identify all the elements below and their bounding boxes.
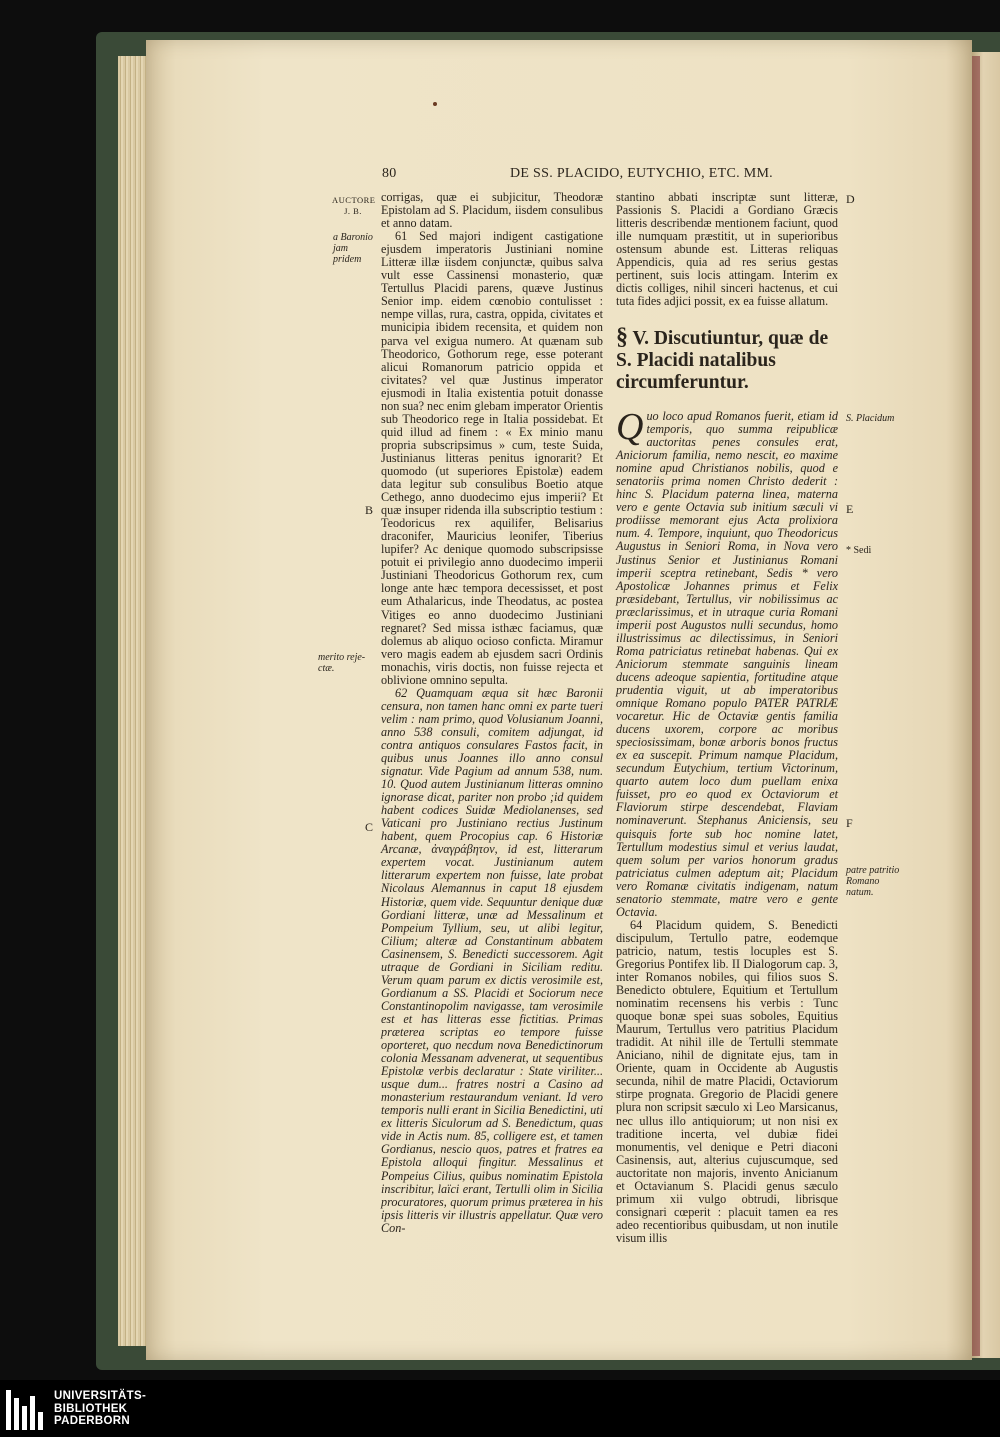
margin-note-patre: patre patritio Romano natum. — [846, 865, 900, 898]
library-logo — [6, 1390, 156, 1430]
logo-line-1: UNIVERSITÄTS- — [54, 1390, 147, 1402]
section-title: V. Discutiuntur, quæ de S. Placidi natalibus circumferuntur. — [616, 328, 829, 393]
section-symbol: § — [616, 324, 628, 350]
logo-line-3: PADERBORN — [54, 1415, 130, 1427]
paragraph: stantino abbati inscriptæ sunt litteræ, Passionis S. Placidi a Gordiano Græcis litteris describendæ mentionem faciunt, quod ille numquam præstitit, ut in superioribus ostensum abunde est. Litteras reliquas Appendicis, quia ad res serius gestas pertinent, suis locis attingam. Interim ex dictis colliges, nihil sinceri hactenus, et cui tuta fides adjici possit, ex ea fuisse allatum. — [616, 190, 838, 309]
margin-note-auctore: AUCTORE — [332, 195, 376, 205]
right-column-top — [616, 191, 838, 308]
paragraph-63 — [616, 406, 838, 919]
section-letter-e: E — [846, 502, 854, 516]
section-letter-f: F — [846, 816, 853, 830]
section-letter-c: C — [365, 820, 374, 834]
section-letter-b: B — [365, 503, 374, 517]
right-column-body — [616, 406, 838, 1245]
left-column — [381, 191, 603, 1235]
page-edges — [118, 56, 148, 1346]
margin-note-jb: J. B. — [344, 206, 362, 216]
paragraph-62: 62 Quamquam æqua sit hæc Baronii censura, non tamen hanc omni ex parte tueri velim : nam primo, quod Volusianum Joanni, anno 538 consuli, comitem adjungat, id contra antiquos consulares Fastos facit, in quibus unus Joannes illo anno consul signatur. Vide Pagium ad annum 538, num. 10. Quod autem Justinianum litteras omnino ignorase dicat, pariter non probo ;id quidem habent codices Suidæ Mediolanenses, sed Vaticani pro Justiniano rectius Justinum habent, quem Procopius cap. 6 Historiæ Arcanæ, ἀναγράβητον, id est, litterarum expertem vocat. Justinianum autem litterarum expertem non fuisse, late probat Nicolaus Alemannus in caput 18 ejusdem Historiæ, quem vide. Sequuntur denique duæ Gordiani litteræ, unæ ad Messalinum et Pompeium Tyllium, seu, ut alibi legitur, Cilium; alteræ ad Constantinum abbatem Casinensem, S. Benedicti successorem. Agit utraque de Gordiani in Siciliam reditu. Verum quam parum ex dictis verosimile est, Gordianum a SS. Placidi et Sociorum nece Constantinopolim navigasse, tam verosimile est et has litteras esse fictitias. Primas præterea scriptas eo tempore fuisse oporteret, quo necdum nova Benedictinorum colonia Messanam advenerat, ut sequentibus Epistolæ verbis declaratur : State viriliter... usque dum... fratres nostri a Casino ad monasterium restaurandum veniant. Id vero temporis nulli erant in Sicilia Benedictini, uti ex litteris Siculorum ad S. Benedictum, quas vide in Actis num. 85, colligere est, et tamen Gordianus, nescio quos, patres et fratres ea Epistola alloqui fingitur. Messalinus et Pompeius Cilius, quibus nominatim Epistola inscribitur, laïci erant, Tertulli olim in Sicilia procuratores, quorum primus præterea in his ipsis litteris vir illustris appellatur. Quæ vero Con- — [381, 685, 603, 1235]
paragraph-64: 64 Placidum quidem, S. Benedicti discipulum, Tertullo patre, eodemque patricio, natum, testis locuples est S. Gregorius Pontifex lib. II Dialogorum cap. 3, inter Romanos nobiles, qui filios suos S. Benedicto obtulere, Equitium et Tertullum nominatim recensens his verbis : Tunc quoque bonæ spei suas soboles, Equitius Maurum, Tertullus vero patritius Placidum tradidit. At nihil ille de Tertulli stemmate Aniciano, nihil de dignitate ejus, tam in Oriente, quam in Occidente ab Augustis secunda, nihil de matre Placidi, Octaviorum stirpe prognata. Gregorio de Placidi genere plura non scripsit sæculo xi Leo Marsicanus, nec ullus illo antiquiorum; ut non nisi ex traditione incerta, vel dubiæ fidei monumentis, vel denique e Petri diaconi Casinensis, aut, alterius cujuscumque, sed auctoritate non majoris, invento Anicianum et Octavianum S. Placidi genus sæculo primum xii vulgo obtrudi, librisque consignari cœperit : placuit tamen ea res adeo recentioribus quibusdam, ut non inutile visum illis — [616, 917, 838, 1245]
margin-note-s-placidum: S. Placidum — [846, 413, 895, 424]
running-title: DE SS. PLACIDO, EUTYCHIO, ETC. MM. — [510, 166, 773, 181]
ribbon-marker — [972, 56, 980, 1356]
section-heading — [616, 326, 846, 394]
section-letter-d: D — [846, 192, 855, 206]
paragraph-63-text: uo loco apud Romanos fuerit, etiam id temporis, quo summa reipublicæ auctoritas penes consules erat, Aniciorum familia, nemo nescit, eo maxime nomine apud Christianos nobilis, quod e senatoriis prima nomen Christo dederit : hinc S. Placidum paterna linea, materna vero e gente Octavia sub initium sæculi vi prodiisse memorant ejus Acta prolixiora num. 4. Tempore, inquiunt, quo Theodoricus Augustus in Seniori Roma, in Nova vero Justinus Senior et Justinianus Romani imperii sceptra retinebant, Sedis * vero Apostolicæ Johannes primus et Felix præsidebant, Tertullus, vir nobilissimus ac præclarissimus, et in utraque curia Romani imperii post Augustos nulli secundus, homo illustrissimus ac dilectissimus, in Seniori Roma patriciatus retinebat habenas. Qui ex Aniciorum stemmate sanguinis lineam ducens adeoque sapientia, fortitudine atque prudentia viguit, ut ab imperatoribus omnique Romano populo PATER PATRIÆ vocaretur. Hic de Octaviæ gentis familia ducens uxorem, corpore ac moribus speciosissimam, bonæ arboris bonos fructus ex ea suscepit. Primum namque Placidum, secundum Eutychium, tertium Victorinum, quarto autem loco dum puellam enixa fuisset, pro eo quod ex Octaviorum et Flaviorum stirpe descendebat, Flaviam nominaverunt. Stephanus Aniciensis, seu quisquis forte sub hoc nomine latet, Tertullum modestius simul et verius laudat, quem solum per varios honorum gradus patriciatus culmen adeptum ait; Placidum vero Romanæ civitatis indigenam, natum senatorio stemmate, matre vero e gente Octavia. — [616, 409, 838, 919]
paragraph: corrigas, quæ ei subjicitur, Theodoræ Epistolam ad S. Placidum, iisdem consulibus et anno datam. — [381, 190, 603, 231]
margin-note-sedi: * Sedi — [846, 545, 872, 556]
margin-note-baronio: a Baronio jam pridem — [333, 232, 373, 265]
logo-line-2: BIBLIOTHEK — [54, 1402, 128, 1415]
drop-cap: Q — [616, 406, 644, 448]
page-number: 80 — [382, 166, 397, 181]
margin-note-merito: merito reje-ctæ. — [318, 652, 366, 674]
logo-bars-icon — [6, 1390, 48, 1430]
paragraph-61: 61 Sed majori indigent castigatione ejusdem imperatoris Justiniani nomine Litteræ illæ iisdem conjunctæ, quibus salva vult esse Cassinensi monasterio, quæ Tertullus Placidi parens, quæve Justinus Senior imp. eidem cœnobio contulisset : nempe villas, rura, castra, oppida, civitates et municipia ibidem recensita, et quidem non parva vel exigua numero. At quænam sub Theodorico, Gothorum rege, esse poterant alicui Romanorum patricio oppida et civitates? vel quæ Justinus imperator ejusmodi in Italia existentia potuit donasse non sua? nec enim glebam imperator Orientis sub Theodorico rege in Italia possidebat. Et quid illud ad finem : « Ex minio manu propria subscripsimus » cum, teste Suida, Justinianus litteras penitus ignorarit? Et quomodo (ut superiores Epistolæ) eadem data legitur sub consulibus Boetio atque Cethego, anno duodecimo ejus imperii? Et quæ insuper ridenda illa subscriptio testium : Teodoricus rex aquilifer, Belisarius draconifer, Mauricius leonifer, Tiberius lupifer? Ac denique quomodo subscripsisse potuit ei privilegio anno duodecimo imperii Justiniani Theodoricus Gothorum rex, cum longe ante hæc tempora decessisset, et post eum Athalaricus, inde Theodatus, ac postea Vitiges eo anno duodecimo Justiniani regnaret? Sed missa isthæc faciamus, quæ dolemus ab aliquo ocioso conficta. Miramur vero magis eadem ab ejusdem sacri Ordinis monachis, viris doctis, non fuisse rejecta et oblivione omnino sepulta. — [381, 229, 604, 687]
ink-spot — [433, 102, 437, 106]
